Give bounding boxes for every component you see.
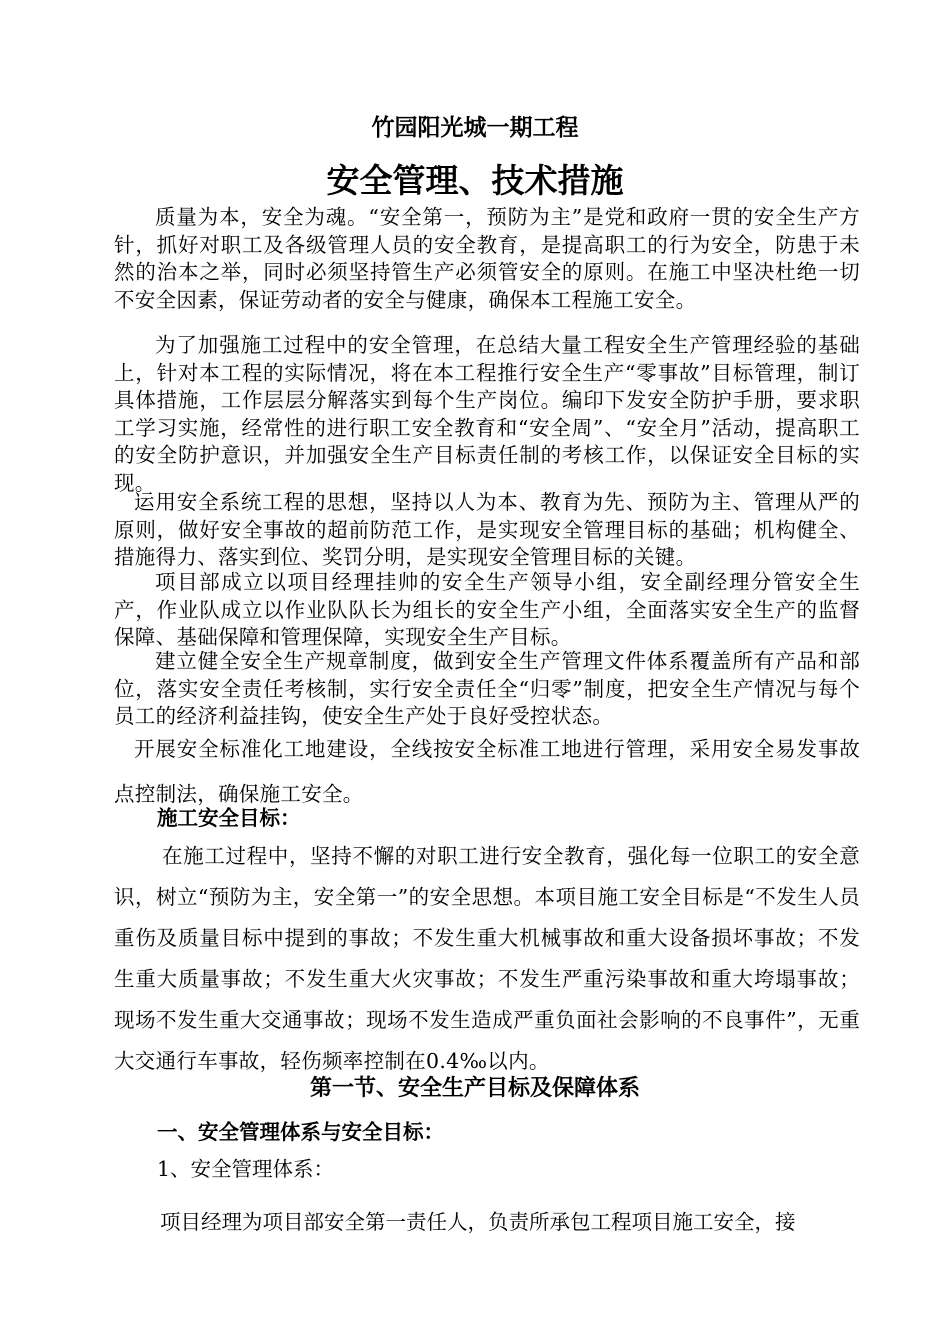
project-title: 竹园阳光城一期工程 bbox=[371, 114, 579, 141]
list-item-1: 1、安全管理体系： bbox=[157, 1157, 335, 1181]
section-title: 第一节、安全生产目标及保障体系 bbox=[309, 1075, 640, 1101]
paragraph-system-engineering: 运用安全系统工程的思想，坚持以人为本、教育为先、预防为主、管理从严的原则，做好安全事故的超前防范工作，是实现安全管理目标的基础；机构健全、措施得力、落实到位、奖罚分明，是实现安全管理目标的关键。 bbox=[114, 490, 860, 570]
paragraph-management: 为了加强施工过程中的安全管理，在总结大量工程安全生产管理经验的基础上，针对本工程的实际情况，将在本工程推行安全生产“零事故”目标管理，制订具体措施，工作层层分解落实到每个生产岗位。编印下发安全防护手册，要求职工学习实施，经常性的进行职工安全教育和“安全周”、“安全月”活动，提高职工的安全防护意识，并加强安全生产目标责任制的考核工作，以保证安全目标的实现。 bbox=[114, 333, 860, 495]
sub-heading: 一、安全管理体系与安全目标： bbox=[157, 1120, 444, 1144]
paragraph-leadership-group: 项目部成立以项目经理挂帅的安全生产领导小组，安全副经理分管安全生产，作业队成立以作业队队长为组长的安全生产小组，全面落实安全生产的监督保障、基础保障和管理保障，实现安全生产目标。 bbox=[114, 570, 860, 650]
paragraph-pm-responsibility: 项目经理为项目部安全第一责任人，负责所承包工程项目施工安全，接 bbox=[160, 1210, 796, 1234]
paragraph-intro: 质量为本，安全为魂。“安全第一，预防为主”是党和政府一贯的安全生产方针，抓好对职工及各级管理人员的安全教育，是提高职工的行为安全，防患于未然的治本之举，同时必须坚持管生产必须管安全的原则。在施工中坚决杜绝一切不安全因素，保证劳动者的安全与健康，确保本工程施工安全。 bbox=[114, 205, 860, 312]
main-title: 安全管理、技术措施 bbox=[326, 161, 624, 200]
paragraph-regulations: 建立健全安全生产规章制度，做到安全生产管理文件体系覆盖所有产品和部位，落实安全责任考核制，实行安全责任全“归零”制度，把安全生产情况与每个员工的经济利益挂钩，使安全生产处于良好受控状态。 bbox=[114, 649, 860, 729]
paragraph-standard-site: 开展安全标准化工地建设，全线按安全标准工地进行管理，采用安全易发事故点控制法，确保施工安全。 bbox=[114, 737, 860, 806]
paragraph-safety-goal: 在施工过程中，坚持不懈的对职工进行安全教育，强化每一位职工的安全意识，树立“预防为主，安全第一”的安全思想。本项目施工安全目标是“不发生人员重伤及质量目标中提到的事故；不发生重大机械事故和重大设备损坏事故；不发生重大质量事故；不发生重大火灾事故；不发生严重污染事故和重大垮塌事故；现场不发生重大交通事故；现场不发生造成严重负面社会影响的不良事件”，无重大交通行车事故，轻伤频率控制在0.4‰以内。 bbox=[114, 844, 860, 1073]
goal-heading: 施工安全目标： bbox=[157, 806, 301, 830]
